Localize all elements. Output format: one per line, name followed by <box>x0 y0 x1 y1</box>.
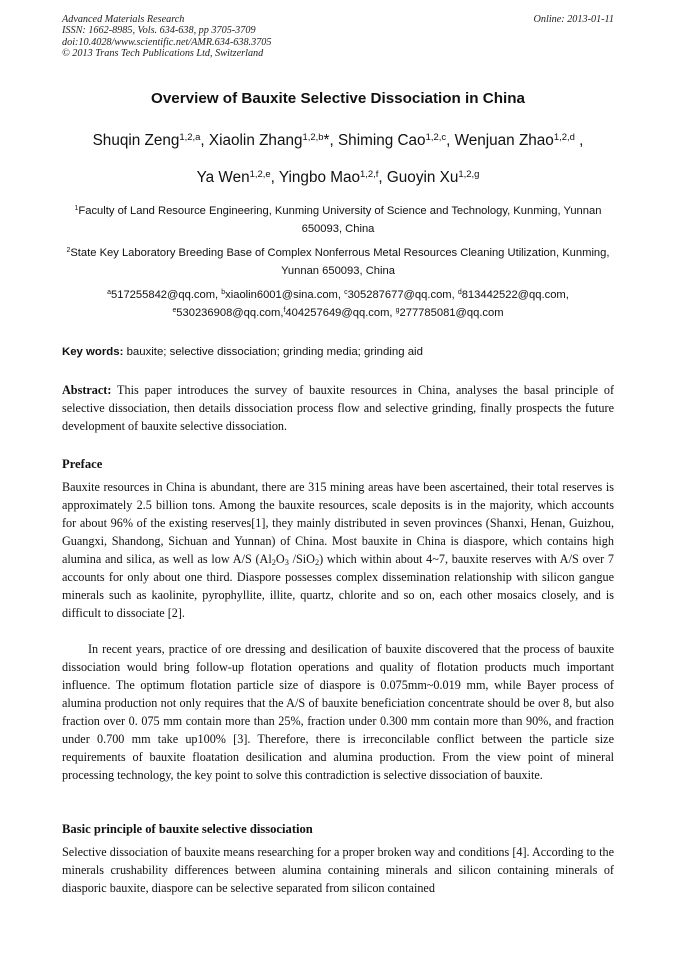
online-date: Online: 2013-01-11 <box>533 14 614 25</box>
author-name: Ya Wen <box>196 169 250 186</box>
subscript: 2 <box>314 558 320 568</box>
email-link[interactable]: 305287677@qq.com, <box>347 289 455 301</box>
author-affil-sup: 1,2,b <box>302 131 324 143</box>
affiliation-2 <box>62 244 614 280</box>
formula-o: O <box>275 552 285 566</box>
author-affil-sup: 1,2,c <box>425 131 447 143</box>
email-sup: f <box>283 307 286 315</box>
email-sup: b <box>221 289 226 297</box>
email-link[interactable]: xiaolin6001@sina.com, <box>225 289 341 301</box>
subscript: 3 <box>284 558 289 568</box>
email-sup: e <box>172 307 177 315</box>
email-sup: g <box>395 307 400 315</box>
author-name: Shuqin Zeng <box>92 132 180 149</box>
journal-name: Advanced Materials Research <box>62 14 185 25</box>
affiliation-text: Faculty of Land Resource Engineering, Kunming University of Science and Technology, Kunming, Yunnan 650093, China <box>78 205 602 235</box>
email-sup: c <box>344 289 348 297</box>
email-link[interactable]: 517255842@qq.com, <box>111 289 219 301</box>
preface-paragraph-2: In recent years, practice of ore dressing and desilication of bauxite discovered that the process of bauxite dissociation would bring follow-up flotation operations and quality of flotation products much important influence. The optimum flotation particle size of diaspore is 0.075mm~0.019 mm, while Bayer process of alumina production not only requires that the A/S of bauxite beneficiation concentrate should be over 8, but also fraction over 0. 075 mm contain more than 25%, fraction under 0.300 mm contain more than 90%, and fraction under 0.700 mm take up100% [3]. Therefore, there is irreconcilable conflict between the particle size requirements of bauxite floatation desilication and alumina production. From the view point of mineral processing technology, the key point to solve this contradiction is selective dissociation of bauxite. <box>62 642 614 782</box>
authors-line-2: Ya Wen$^{1,2,e}$, Yingbo Mao$^{1,2,f}$, Guoyin Xu$^{1,2,g}$ <box>196 168 480 186</box>
affiliation-sup: 2 <box>66 247 71 255</box>
email-link[interactable]: 404257649@qq.com, <box>285 307 393 319</box>
doi-line: doi:10.4028/www.scientific.net/AMR.634-638.3705 <box>62 36 272 48</box>
author-affil-sup: 1,2,g <box>458 168 480 180</box>
abstract-text: This paper introduces the survey of bauxite resources in China, analyses the basal principle of selective dissociation, then details dissociation process flow and selective grinding, finally prospects the future development of bauxite selective dissociation. <box>62 383 615 433</box>
journal-header <box>62 14 614 60</box>
section-heading-preface: Preface <box>62 457 103 471</box>
author-affil-sup: 1,2,f <box>359 168 379 180</box>
abstract <box>62 381 614 435</box>
email-link[interactable]: 530236908@qq.com, <box>176 307 284 319</box>
author-name: Yingbo Mao <box>278 169 360 186</box>
author-affil-sup: 1,2,d <box>553 131 575 143</box>
issn-line: ISSN: 1662-8985, Vols. 634-638, pp 3705-3709 <box>62 25 256 37</box>
affiliation-1 <box>62 202 614 238</box>
author-emails <box>62 286 614 322</box>
copyright-line: © 2013 Trans Tech Publications Ltd, Switzerland <box>62 48 264 60</box>
abstract-label: Abstract: <box>62 383 112 397</box>
author-name: Xiaolin Zhang <box>208 132 303 149</box>
formula-sio: /SiO <box>292 552 315 566</box>
keywords <box>62 344 614 360</box>
keywords-text: bauxite; selective dissociation; grinding media; grinding aid <box>126 346 423 358</box>
section-heading-basic-principle: Basic principle of bauxite selective dissociation <box>62 822 313 836</box>
email-sup: d <box>457 289 462 297</box>
affiliation-sup: 1 <box>74 205 79 213</box>
author-affil-sup: 1,2,e <box>249 168 271 180</box>
preface-p1-text-a: Bauxite resources in China is abundant, there are 315 mining areas have been ascertained, their total reserves is approximately 2.5 billion tons. Among the bauxite resources, scale deposits is in the majority, which accounts for about 96% of the existing reserves[1], they mainly distributed in seven provinces (Shanxi, Henan, Guizhou, Guangxi, Shandong, Sichuan and Yunnan) of China. Most bauxite in China is diaspore, which contains high alumina and silica, as well as low A/S (Al <box>62 480 614 566</box>
author-name: Shiming Cao <box>337 132 426 149</box>
keywords-label: Key words: <box>62 346 124 358</box>
basic-principle-paragraph: Selective dissociation of bauxite means researching for a proper broken way and conditions [4]. According to the minerals crushability differences between alumina containing minerals and silicon containing minerals of diasporic bauxite, diaspore can be selective separated from silicon contained <box>62 845 614 895</box>
preface-p1-text-b: ) which within about 4~7, bauxite reserves with A/S over 7 accounts for only about one third. Diaspore possesses complex dissemination relationship with silicon gangue minerals such as kaolinite, pyrophyllite, illite, quartz, chlorite and so on, each other mosaics closely, and is difficult to dissociate [2]. <box>62 552 615 620</box>
authors-line-1: Shuqin Zeng$^{1,2,a}$, Xiaolin Zhang$^{1,2,b}$*, Shiming Cao$^{1,2,c}$, Wenjuan Zhao$^{1,2,d}$ , <box>92 131 584 149</box>
email-sup: a <box>107 289 112 297</box>
paper-title: Overview of Bauxite Selective Dissociation in China <box>151 90 525 107</box>
author-name: Wenjuan Zhao <box>454 132 554 149</box>
affiliation-text: State Key Laboratory Breeding Base of Complex Nonferrous Metal Resources Cleaning Utilization, Kunming, Yunnan 650093, China <box>70 247 610 277</box>
author-affil-sup: 1,2,a <box>179 131 201 143</box>
author-name: Guoyin Xu <box>386 169 459 186</box>
email-link[interactable]: 813442522@qq.com, <box>461 289 569 301</box>
preface-paragraph-1 <box>62 478 614 622</box>
email-link[interactable]: 277785081@qq.com <box>399 307 504 319</box>
subscript: 2 <box>271 558 276 568</box>
